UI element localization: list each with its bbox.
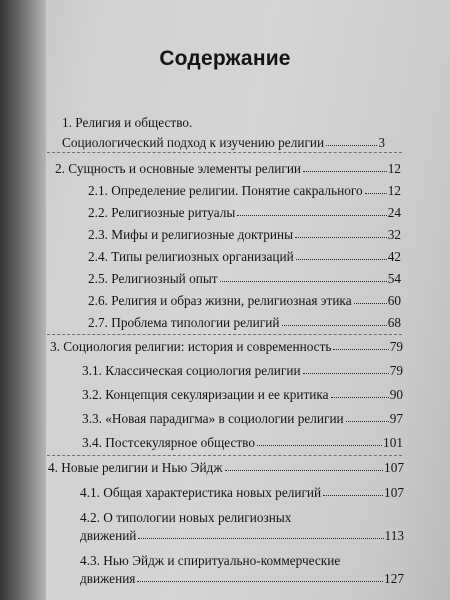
toc-entry-3-3: [82, 412, 403, 425]
dot-leader: [346, 421, 389, 422]
page-number: 107: [384, 460, 404, 475]
toc-entry-3-4: [82, 436, 403, 449]
toc-entry-2-7: [88, 316, 401, 329]
toc-entry-text: 2.6. Религия и образ жизни, религиозная этика: [88, 293, 352, 308]
page-number: 90: [389, 387, 403, 402]
toc-entry-4-2: [80, 529, 404, 542]
dot-leader: [326, 145, 377, 146]
toc-entry-text: 3.1. Классическая социология религии: [82, 363, 301, 378]
dot-leader: [303, 171, 387, 172]
dot-leader: [331, 397, 389, 398]
dot-leader: [220, 281, 387, 282]
dot-leader: [296, 259, 387, 260]
toc-entry-text: 2.4. Типы религиозных организаций: [88, 249, 294, 264]
dot-leader: [365, 193, 387, 194]
toc-entry-text: 4.1. Общая характеристика новых религий: [80, 485, 322, 500]
toc-entry-4-2-line1: 4.2. О типологии новых религиозных: [80, 510, 292, 525]
toc-entry-text: движений: [80, 528, 137, 543]
toc-entry-text: 2.3. Мифы и религиозные доктрины: [88, 227, 294, 242]
toc-entry-text: 3.4. Постсекулярное общество: [82, 435, 256, 450]
dot-leader: [295, 237, 387, 238]
dot-leader: [138, 538, 383, 539]
dot-leader: [257, 445, 382, 446]
toc-entry-text: 4. Новые религии и Нью Эйдж: [48, 460, 223, 475]
page-number: 113: [384, 528, 404, 543]
toc-entry-4-3-line1: 4.3. Нью Эйдж и спиритуально-коммерческие: [80, 553, 341, 568]
toc-entry-text: 3. Социология религии: история и современность: [50, 339, 332, 354]
toc-entry-text: движения: [80, 571, 136, 586]
toc-entry-4-3: [80, 572, 404, 585]
dot-leader: [333, 349, 388, 350]
toc-entry-2-6: [88, 294, 401, 307]
toc-entry-2-3: [88, 228, 401, 241]
toc-entry-text: 2.5. Религиозный опыт: [88, 271, 218, 286]
toc-entry-3-1: [82, 364, 403, 377]
dot-leader: [303, 373, 389, 374]
toc-entry-4: [48, 461, 404, 474]
page-number: 24: [387, 205, 401, 220]
page-number: 101: [383, 435, 403, 450]
toc-entry-text: 2.2. Религиозные ритуалы: [88, 205, 236, 220]
page-number: 79: [389, 339, 403, 354]
page-number: 12: [387, 161, 401, 176]
toc-title: Содержание: [159, 47, 291, 70]
section-divider: [47, 334, 402, 335]
toc-entry-1: [62, 136, 385, 149]
dot-leader: [137, 581, 383, 582]
page-gutter-shadow: [0, 0, 46, 600]
dot-leader: [323, 495, 383, 496]
toc-entry-2-2: [88, 206, 401, 219]
page-number: 60: [387, 293, 401, 308]
toc-entry-2: [55, 162, 401, 175]
toc-entry-2-5: [88, 272, 401, 285]
page-number: 3: [378, 135, 385, 150]
toc-entry-4-1: [80, 486, 404, 499]
section-divider: [47, 152, 402, 153]
page-number: 54: [387, 271, 401, 286]
page-number: 42: [387, 249, 401, 264]
page-number: 68: [387, 315, 401, 330]
toc-entry-text: 2.1. Определение религии. Понятие сакрального: [88, 183, 363, 198]
page-number: 79: [389, 363, 403, 378]
dot-leader: [354, 303, 387, 304]
toc-entry-text: Социологический подход к изучению религии: [62, 135, 325, 150]
toc-entry-text: 2. Сущность и основные элементы религии: [55, 161, 302, 176]
toc-entry-3-2: [82, 388, 403, 401]
section-divider: [47, 455, 402, 456]
toc-entry-text: 3.2. Концепция секуляризации и ее критика: [82, 387, 329, 402]
dot-leader: [225, 470, 384, 471]
toc-entry-text: 2.7. Проблема типологии религий: [88, 315, 280, 330]
page-number: 107: [384, 485, 404, 500]
page-number: 12: [387, 183, 401, 198]
page-number: 32: [387, 227, 401, 242]
toc-entry-1-line1: 1. Религия и общество.: [62, 115, 193, 130]
toc-entry-2-4: [88, 250, 401, 263]
dot-leader: [282, 325, 387, 326]
toc-entry-3: [50, 340, 403, 353]
toc-entry-2-1: [88, 184, 401, 197]
dot-leader: [237, 215, 386, 216]
page-number: 127: [384, 571, 404, 586]
page-number: 97: [389, 411, 403, 426]
toc-entry-text: 3.3. «Новая парадигма» в социологии религии: [82, 411, 344, 426]
